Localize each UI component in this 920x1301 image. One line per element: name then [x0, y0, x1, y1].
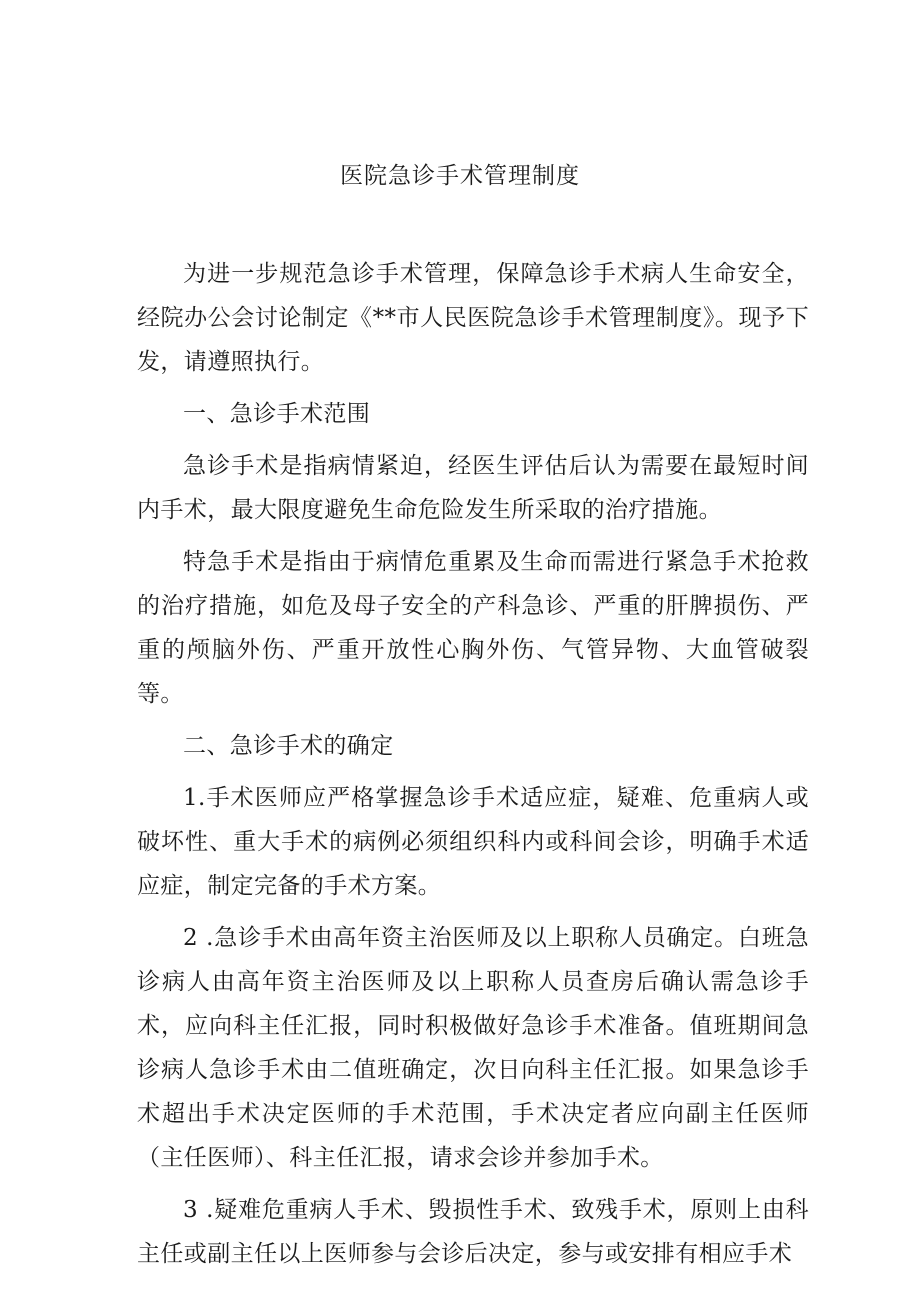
- section-heading-scope: 一、急诊手术范围: [183, 401, 371, 427]
- paragraph-urgent-definition: 特急手术是指由于病情危重累及生命而需进行紧急手术抢救的治疗措施，如危及母子安全的产科急诊、严重的肝脾损伤、严重的颅脑外伤、严重开放性心胸外伤、气管异物、大血管破裂等。: [137, 549, 809, 707]
- paragraph-item-1: 1.手术医师应严格掌握急诊手术适应症，疑难、危重病人或破坏性、重大手术的病例必须组织科内或科间会诊，明确手术适应症，制定完备的手术方案。: [137, 785, 809, 899]
- paragraph-item-2: 2 .急诊手术由高年资主治医师及以上职称人员确定。白班急诊病人由高年资主治医师及以上职称人员查房后确认需急诊手术，应向科主任汇报，同时积极做好急诊手术准备。值班期间急诊病人急诊手术由二值班确定，次日向科主任汇报。如果急诊手术超出手术决定医师的手术范围，手术决定者应向副主任医师（主任医师）、科主任汇报，请求会诊并参加手术。: [137, 925, 809, 1171]
- document-title: 医院急诊手术管理制度: [340, 163, 580, 189]
- intro-paragraph: 为进一步规范急诊手术管理，保障急诊手术病人生命安全，经院办公会讨论制定《**市人民医院急诊手术管理制度》。现予下发，请遵照执行。: [137, 261, 809, 375]
- document-body: [137, 252, 809, 1284]
- section-heading-determination: 二、急诊手术的确定: [183, 733, 394, 759]
- paragraph-emergency-definition: 急诊手术是指病情紧迫，经医生评估后认为需要在最短时间内手术，最大限度避免生命危险发生所采取的治疗措施。: [137, 453, 809, 523]
- paragraph-item-3: 3 .疑难危重病人手术、毁损性手术、致残手术，原则上由科主任或副主任以上医师参与会诊后决定，参与或安排有相应手术: [137, 1197, 809, 1267]
